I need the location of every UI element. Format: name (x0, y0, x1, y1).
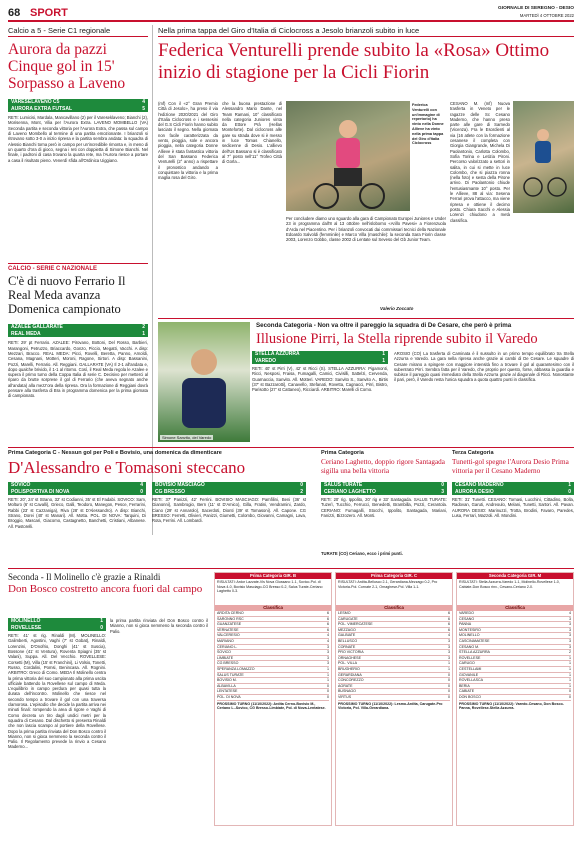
team-points: 3 (569, 622, 571, 627)
article-headline: Illusione Pirri, la Stella riprende subito il Varedo (256, 331, 538, 347)
team-points: 1 (327, 666, 329, 671)
article-body: RETI: 20', 24' st Strano, 32' st Codianni, 35' st El Fadabi. SOVICO: Sam, Molturo (6' st Cavalli), Grieco, Galli, Teodoro, Manegon, Pesce, Ferrarini, Rabbi (23' st Cazzaniga), Riva (28' st D'Alessandro). A disp: Bianchi, Strano, Dorei (40' st Manari). All. Motta. POL. DI NOVA: Tarquini, Di Broggio, Mascari, Giacomo, Castagnetto, Banchetti, Cristiani, Albanese. All. Pastorelli. (8, 497, 146, 529)
team-points: 6 (327, 622, 329, 627)
score-box: MOLINELLO 1 ROVELLESE 0 RETI: 41' st rig. Rinaldi (M). MOLINELLO: Galimberti, Agostini, Vaghi (7' st Gobat), Rinaldi, Lorenzini, D'Onofrio, Donghi (41' st Suscia), Bossone (41' st Ventura), Roventa Spiagni (35' st Valani), Suppa. All. Del Vecchio. ROVELLESE: Corsetti (M), Villa (15' st Franchini), Li Volsio, Tonetti, Russo, Cordalini, Pomsi, Benincasa. All. Rognini. ARBITRO: Greco di Como. MEDA Il Molinello centra la prima vittoria del suo campionato alla prima uscita ufficiale battendo la Rovellese sul campo di Meda. L'equilibrio in campo perdura per quasi tutta la durata dell'incontro. Molinello che riesce nel secondo tempo a trovare il gol con una traversa clamorosa. L'episodio che decide la partita arriva nei minuti finali: rompendo la area di rigore e Vaghi di Como decreta un tiro dagli undici metri per la squadra di Cesano. Dal dischetto si presenta Rinaldi che non lascia scampo al portiere della Rovellese. Dopo la prima partita rinviata del Don Bosco contro il Mianno, non si gioca nemmeno la seconda contro il Palio. Il Regolamento prevede la rinvio a Cesano Maderno... (8, 618, 106, 833)
team-points: 3 (448, 644, 450, 649)
photo-caption: Simone Sanvito, del Varedo (162, 435, 212, 440)
article-headline: Don Bosco costretto ancora fuori dal campo (8, 583, 203, 595)
team-points: 0 (448, 694, 450, 699)
team-name: LESMO (338, 611, 351, 615)
team-name: SALUS TURATE (217, 672, 244, 677)
team-points: 4 (448, 633, 450, 638)
team-name: MEZZAGO (338, 627, 356, 632)
team-name: ROVELLESE (459, 655, 481, 660)
article-body: RETI: 41' st rig. Rinaldi (M). MOLINELLO: Galimberti, Agostini, Vaghi (7' st Gobat), Rinaldi, Lorenzini, D'Onofrio, Donghi (41' st Suscia), Bossone (41' st Ventura), Roventa Spiagni (35' st Valani), Suppa. All. Del Vecchio. ROVELLESE: Corsetti (M), Villa (15' st Franchini), Li Volsio, Tonetti, Russo, Cordalini, Pomsi, Benincasa. All. Rognini. ARBITRO: Greco di Como. MEDA Il Molinello centra la prima vittoria del suo campionato alla prima uscita ufficiale battendo la Rovellese sul campo di Meda. L'equilibrio in campo perdura per quasi tutta la durata dell'incontro. Molinello che riesce nel secondo tempo a trovare il gol con una traversa clamorosa. L'episodio che decide la partita arriva nei minuti finali: rompendo la area di rigore e Vaghi di Como decreta un tiro dagli undici metri per la squadra di Cesano. Dal dischetto si presenta Rinaldi che non lascia scampo al portiere della Rovellese. Dopo la prima partita rinviata del Don Bosco contro il Mianno, non si gioca nemmeno la seconda contro il Palio. Il Regolamento prevede la rinvio a Cesano Maderno... (8, 633, 106, 750)
team-points: 0 (448, 689, 450, 694)
table-results: RISULTATI: Ardor Lazzate-Vis Nova Giussano 1-1, Sovico-Pol. di Nova 4-0, Bovisio Masciago-CG Bresso 0-2, Salus Turate-Ceriano Laghetto 0-3. (217, 580, 323, 594)
table-rows (336, 611, 452, 701)
cyclist-photo-icon (286, 101, 410, 211)
article-headline: Ceriano Laghetto, doppio rigore Santagada sigilla una bella vittoria (321, 458, 445, 475)
team-name: POL. DI NOVA (217, 694, 241, 699)
team-points: 0 (569, 689, 571, 694)
team-name: GUANZATESE (217, 622, 242, 627)
team-name: POL. VILLA (338, 661, 357, 666)
team-name: CABIATE (459, 689, 475, 694)
score-box: STELLA AZZURRA 1 VAREDO 1 RETI: 40' st Pirri (V), 42' st Ricci (S). STELLA AZZURRA: Pigamonti, Ricci, Nesposi, Fraisa, Fumagalli, Camici, Civisilli, Sattelzi, Cervenda, Guarnaccia, Sanvito. All. Motteri. VAREDO: Sanvito S., Sanvito A., Birtis (37' st Bazzarotti), Canavello, Stefanati, Rovetta, Cagnacci, Pirri, Bistro, Parisotto (27' st Cattaneo), Ricciardi. ARBITRO: Marelli di Como. (252, 351, 388, 446)
team-name: MOLINELLO (459, 633, 480, 638)
team-points: 0 (327, 683, 329, 688)
team-points: 1 (569, 661, 571, 666)
game-block: BOVISIO MASCIAGO 0 CG BRESSO 2 RETI: 37' Panizzi, 42' Ferrini. BOVISIO MASCIAGO: Pamfilini, Beni (36' st Gianonni), Sambrogio, Bern (11' st D'Amico), Gilla, Fratini, Vendramini, Zardo, Ciano (29' st Annarolo), Sacerdoti, Dionti (39' st Tomasoni). All. Capone. CG BRESSO: Ferretti, Olivieri, Panizzi, Giumetti, Colombo, Giovanni, Camagni, Lava, Rota, Ferrini. All. Lombardi. (152, 482, 306, 559)
team-name: CARUGATE (338, 616, 358, 621)
team-points: 1 (448, 666, 450, 671)
article-body: la prima partita rinviata del Don Bosco contro il Mianno, non si gioca nemmeno la seconda contro il Palio. (110, 618, 208, 634)
player-photo (158, 322, 250, 442)
team-points: 4 (569, 611, 571, 615)
bottom-left-article (8, 572, 208, 611)
section-name: SPORT (30, 7, 68, 19)
team-points: 0 (448, 683, 450, 688)
table-title: Seconda Categoria GIR. M (457, 573, 573, 579)
team-points: 6 (448, 627, 450, 632)
article-headline: C'è di nuovo Ferrario Il Real Meda avanza Domenica campionato (8, 274, 126, 317)
article-author: Valerio Zoccato (380, 306, 414, 311)
team-name: BUSNAGO (338, 689, 356, 694)
team-points: 6 (327, 616, 329, 621)
team-points: 1 (448, 661, 450, 666)
article-kicker: Nella prima tappa del Giro d'Italia di Ciclocross a Jesolo brianzoli subito in luce (158, 25, 574, 37)
table-results: RISULTATI: Ardita-Bellusco 2-1, Gerardiana-Mezzago 0-2, Pro Victoria-Pol. Cornate 2-1, Ornaghese-Pol. Villa 1-1. (338, 580, 438, 589)
team-name: AGRATE (338, 683, 353, 688)
team-points: 0 (327, 689, 329, 694)
article-body: RETI: 31' Tunetti. CESANO: Tornasi, Lucchini, Cittadino, Bolla, Radovan, Garuti, Andreoulo, Melani, Tunetti, Sartori. All. Pavan. AURORA DESIO: Marinuzzi, Trotta, Brodini, Favaro, Paredes, Lusa, Ferrari, Mazzoli. All. Mondini. (452, 497, 574, 519)
article-kicker: Prima Categoria C - Nessun gol per Poli e Bovisio, una domenica da dimenticare (8, 450, 222, 456)
article-kicker: CALCIO - SERIE C NAZIONALE (8, 263, 148, 272)
team-name: ORNAGHESE (338, 655, 361, 660)
team-points: 3 (448, 655, 450, 660)
article-body: RETI: Lumicisi, Mardala, Mancavillano (2) per il Vareseklaveno; Bianchi (2), Morisenna, Mont, Vilia per l'Aurora Extra. LAVENO MOMBELLO (VA) Seconda partita e seconda vittoria per l'Aurora Extra, che passa sul campo di Laveno Mombello al termine di una partita emozionante. I brianzoli si ritrovano sotto 3-0 a inizio ripresa e la partita sembra andata: la squadra di Alessio Bianchi torna però in campo per un'incredibile rimonta e, in meno di un quarto d'ora di gioco, segna i reti con doppietta di Simone Bianchi. Nel finale, i padroni di casa trovano la quarta rete, ma l'Aurora riesce a portare a casa il risultato pieno. Venerdì sfida all'Ordinica Uiggiano. (8, 115, 148, 163)
article-kicker: Terza Categoria (452, 450, 494, 456)
team-points: 4 (327, 633, 329, 638)
page-header (8, 6, 574, 22)
article-kicker: Calcio a 5 - Serie C1 regionale (8, 25, 148, 37)
team-points: 1 (569, 655, 571, 660)
team-name: GERARDIANA (338, 672, 362, 677)
article-headline: Aurora da pazzi Cinque gol in 15' Sorpasso a Laveno (8, 41, 126, 92)
article-body: (mf) Con il «2° Gran Premio Città di Jesolo», ha preso il via l'edizione 2020/2021 del Giro d'Italia Ciclocross e i sessesini del G.S Cicli Fiorin hanno subito lasciato il segno. Nella giornata non facile caratterizzata da vento, pioggia, sole e ancora pioggia, nella categoria Donne Allieve è stata fantastica vittoria del San Bassano Federica Venturelli (2° anno) a rispettare il pronostico andando a conquistare la vittoria e la prima maglia rosa del Giro. (158, 101, 218, 181)
team-name: SOVICO (217, 650, 231, 655)
team-name: PRO VICTORIA (338, 650, 364, 655)
table-header: Classifica (215, 605, 331, 611)
team-points: 1 (569, 683, 571, 688)
team-name: CESTELLAMI (459, 666, 482, 671)
team-points: 3 (448, 650, 450, 655)
table-title: Prima Categoria GIR. B (215, 573, 331, 579)
article-headline: D'Alessandro e Tomasoni steccano (8, 458, 246, 477)
score-box: VARESELAVENO C5 4 AURORA EXTRA FUTSAL 5 (8, 99, 148, 112)
team-points: 1 (569, 678, 571, 683)
team-points: 6 (327, 627, 329, 632)
team-name: CERIANO L. (217, 644, 238, 649)
table-next: PROSSIMO TURNO (11/10/2022): Varedo-Cesano, Don Bosco-Panna, Rovellese-Stella Azzurra. (459, 701, 564, 711)
team-name: ALBAVILLA (217, 683, 236, 688)
table-next: PROSSIMO TURNO (11/10/2022): Lesmo-Ardita, Carugate-Pro Victoria, Pol. Villa-Gerardiana. (338, 701, 443, 711)
team-name: DON BOSCO (459, 694, 481, 699)
side-photo (513, 101, 574, 213)
table-header: Classifica (457, 605, 573, 611)
team-name: BRUGHERIO (338, 666, 360, 671)
team-points: 1 (569, 666, 571, 671)
table-rows (457, 611, 573, 701)
game-block: SOVICO 4 POLISPORTIVA DI NOVA 0 RETI: 20', 24' st Strano, 32' st Codianni, 35' st El Fadabi. SOVICO: Sam, Molturo (6' st Cavalli), Grieco, Galli, Teodoro, Manegon, Pesce, Ferrarini, Rabbi (23' st Cazzaniga), Riva (28' st D'Alessandro). A disp: Bianchi, Strano, Dorei (40' st Manari). All. Motta. POL. DI NOVA: Tarquini, Di Broggio, Mascari, Giacomo, Castagnetto, Banchetti, Cristiani, Albanese. All. Pastorelli. (8, 482, 146, 559)
team-name: POL. VIMERCATESE (338, 622, 373, 627)
team-points: 3 (569, 633, 571, 638)
team-name: LENTATESE (217, 689, 238, 694)
table-results: RISULTATI: Stella Azzurra-Varedo 1-1, Molinello-Rovellese 1-0, Cabiate-Don Bosco rinv., Cesano-Ceriano 2-0. (459, 580, 560, 589)
article-body: CESANO M. (mf) Nuova trasferta in Veneto per le ragazze delle Sc Cesano Maderno, che hanno preso parte alle gare di Sarnedo (Vicenza). Fra le Esordienti al via (16 atlete con la formazione cesanese il completa con Giorgia Giangrande, Michela Di Paolantonio, Carlotta Colombo, Sofia Torina e Letizia Pironi. Percorso valorizzato a settori in salita, in cui si mette in luce Colombo, che si piazza ronna (nella foto) e sesta della Pirone arrivo. Di Paolantonio chiude l'entusiasmante 10° posto. Per le Allieve, 88 al via: Sesena Ferrari prova l'attacco, ma viene ripresa e ottiene il decimo posto. Chiara Sacchi e Alessia Lorenzi chiudono a metà classifica. (450, 101, 510, 223)
table-next: PROSSIMO TURNO (11/10/2022): Ardita Cerno-Bovisio M., Ceriano L.-Sovico, CG Bresso-Limbiate, Pol. di Nova-Lentatese. (217, 701, 326, 711)
team-name: GIOVANILE (459, 672, 479, 677)
article-body: che la buona prestazione di Alessandro Mario Dante, nel Team Ramani, 10° classificato nella categoria Juniores vinta da Ettore Prà (Hellas Monteforte). Dal ciclocross alle gare su strada dove si è messo in luce Tomas Chianello, sedicenne di Desio. L'allievo dell'Us Bassano si è classificato al 7° posto nell'11° Trofeo Città di Gorla... (222, 101, 282, 165)
article-body: RETI: 37' Panizzi, 42' Ferrini. BOVISIO MASCIAGO: Pamfilini, Beni (36' st Gianonni), Sambrogio, Bern (11' st D'Amico), Gilla, Fratini, Vendramini, Zardo, Ciano (29' st Annarolo), Sacerdoti, Dionti (39' st Tomasoni). All. Capone. CG BRESSO: Ferretti, Olivieri, Panizzi, Giumetti, Colombo, Giovanni, Camagni, Lava, Rota, Ferrini. All. Lombardi. (152, 497, 306, 524)
team-points: 0 (448, 678, 450, 683)
team-name: VERNATESE (217, 627, 239, 632)
team-points: 0 (327, 694, 329, 699)
team-points: 0 (448, 672, 450, 677)
article-note: TURATE (CO) Ceriano, ecco i primi punti. (321, 551, 403, 557)
team-points: 3 (569, 644, 571, 649)
team-name: CESANO (459, 616, 475, 621)
article-headline: Tunetti-gol spegne l'Aurora Desio Prima vittoria per il Cesano Maderno (452, 458, 569, 475)
team-name: CONCOREZZO (338, 678, 364, 683)
article-body: AROSIO (CO) La trasferta di Caminata è il sussulto in un primo tempo equilibrato tra Stella Azzurra e Varedo. La gara nella ripresa anche grazie ai cambi di De Cesare. Le squadre di Cesare mirano a spingere con maggiore intensità fino a trovare il gol al quarantesimo con il subentrato Pirri. Sembra fatta per il Varedo, che proprio per questo, forse, abbassa la guardia e subisce il pareggio quasi immediato della Stella Azzurra grazie al diagonale di Ricci. Nonostante il pari, però, il Varedo resta l'unica squadra a quota quattro punti in classifica. (394, 351, 574, 383)
team-name: VAREDO (459, 611, 474, 615)
issue-date: MARTEDÌ 4 OTTOBRE 2022 (519, 13, 574, 18)
article-body: RETI: 29' pt Ferrario. AZALEE: Pirovano, Bottoni, Del Rosso, Barbieri, Marangoni, Petruzzo, Briaccardo, Gonzo, Piccio, Megatti, Vacchi. A disp: Mezzari, Bracco. REAL MEDA: Picci, Rovelli, Beretta, Panno, Arnoldi, Cesana, Magnani, Motteri, Moroni, Ragone, Sirtori. A disp: Bassanini, Pozzi, Marelli, Ferrario. All. Reggiani. GALLARATE (VA) Il 2-1 all'andata e, dopo qualche brivido, il 1-1 al ritorno. Così, il Real Meda regola le Azalee e supera il primo turno della Coppa Italia di serie C. Decisivo per metterci al riparo da brutte sorprese il gol di Ferrario (che aveva segnato anche all'andata) alla mezz'ora della ripresa. Ora la formazione di Reggiani dovrà pensare alla trasferta di Bra in programma domenica per la prima giornata di campionato. (8, 340, 148, 399)
team-points: 6 (448, 611, 450, 615)
article-body: RETI: 40' st Pirri (V), 42' st Ricci (S). STELLA AZZURRA: Pigamonti, Ricci, Nesposi, Fraisa, Fumagalli, Camici, Civisilli, Sattelzi, Cervenda, Guarnaccia, Sanvito. All. Motteri. VAREDO: Sanvito S., Sanvito A., Birtis (37' st Bazzarotti), Canavello, Stefanati, Rovetta, Cagnacci, Pirri, Bistro, Parisotto (27' st Cattaneo), Ricciardi. ARBITRO: Marelli di Como. (252, 366, 388, 393)
team-points: 3 (327, 655, 329, 660)
team-points: 3 (569, 638, 571, 643)
team-points: 3 (569, 627, 571, 632)
team-points: 1 (569, 672, 571, 677)
team-points: 4 (327, 638, 329, 643)
team-name: LIMBIATE (217, 655, 234, 660)
team-name: GALBIATE (338, 633, 356, 638)
team-points: 1 (327, 672, 329, 677)
team-name: SPERANZA LOMAZZO (217, 666, 255, 671)
team-name: CASCINAMATESE (459, 638, 490, 643)
standings-table (214, 572, 332, 826)
game-block: CESANO MADERNO 1 AURORA DESIO 0 RETI: 31' Tunetti. CESANO: Tornasi, Lucchini, Cittadino, Bolla, Radovan, Garuti, Andreoulo, Melani, Tunetti, Sartori. All. Pavan. AURORA DESIO: Marinuzzi, Trotta, Brodini, Favaro, Paredes, Lusa, Ferrari, Mazzoli. All. Mondini. (452, 482, 574, 559)
team-points: 6 (448, 616, 450, 621)
team-name: STELLA AZZURRA (459, 650, 490, 655)
article-body: RETI: 20' rig. Ippolito, 20' rig e 33' Santagada. SALUS TURATE: Tuzerì, Tucchio, Ferrucci, Benedetti, Brambilla, Pozzi, Cerantola. CERIANO: Fumagalli, Stocchi, Ippolito, Santagada, Mariani, Fanizzi, Bizzozero. All. Monti. (321, 497, 447, 519)
team-points: 3 (327, 661, 329, 666)
team-name: MARIANO (217, 638, 234, 643)
team-points: 2 (569, 650, 571, 655)
team-name: VIRTUS (338, 694, 352, 699)
main-article (158, 25, 574, 86)
article-kicker: Seconda Categoria - Non va oltre il pareggio la squadra di De Cesare, che però è prima (256, 322, 512, 329)
page-number: 68 (8, 7, 21, 19)
team-name: BERIA (459, 683, 470, 688)
team-points: 6 (327, 611, 329, 615)
main-photo (286, 101, 410, 211)
article-kicker: Seconda - Il Molinello c'è grazie a Rinaldi (8, 572, 161, 582)
team-name: BOVISIO M. (217, 678, 237, 683)
team-points: 3 (448, 638, 450, 643)
standings-table (456, 572, 574, 826)
article-kicker: Prima Categoria (321, 450, 364, 456)
team-points: 3 (327, 650, 329, 655)
team-name: CORNATE (338, 644, 356, 649)
team-points: 3 (569, 616, 571, 621)
team-name: BELLUSCO (338, 638, 358, 643)
team-name: ARDITA CERNO (217, 611, 244, 615)
photo-caption: Federica Venturelli con un'immagine di repertorio) ha vinto nella Donne Allieve ha vinto nella prima tappa del Giro d'Italia Ciclocross (412, 103, 444, 146)
standings-table (335, 572, 453, 826)
team-name: CARUGO (459, 661, 475, 666)
team-points: 1 (327, 678, 329, 683)
game-block: SALUS TURATE 0 CERIANO LAGHETTO 3 RETI: 20' rig. Ippolito, 20' rig e 33' Santagada. SALUS TURATE: Tuzerì, Tucchio, Ferrucci, Benedetti, Brambilla, Pozzi, Cerantola. CERIANO: Fumagalli, Stocchi, Ippolito, Santagada, Mariani, Fanizzi, Bizzozero. All. Monti. TURATE (CO) Ceriano, ecco i primi punti. (321, 482, 447, 557)
score-box: AZALEE GALLARATE 2 REAL MEDA 1 (8, 324, 148, 337)
table-header: Classifica (336, 605, 452, 611)
team-name: SARONNO RSC (217, 616, 244, 621)
team-name: CESANO M. (459, 644, 480, 649)
team-points: 3 (327, 644, 329, 649)
newspaper-name: GIORNALE DI SEREGNO - DESIO (498, 6, 574, 11)
player-photo-icon (158, 322, 250, 442)
team-name: PANNA (459, 622, 472, 627)
team-name: CG BRESSO (217, 661, 239, 666)
article-headline: Federica Venturelli prende subito la «Rosa» Ottimo inizio di stagione per la Cicli Fiorin (158, 40, 550, 83)
table-title: Prima Categoria GIR. C (336, 573, 452, 579)
team-name: ROVELLASCA (459, 678, 483, 683)
cyclist-photo-icon (513, 101, 574, 213)
team-points: 0 (569, 694, 571, 699)
team-name: VALCERESIO (217, 633, 240, 638)
table-rows (215, 611, 331, 701)
team-points: 6 (448, 622, 450, 627)
team-name: MONTESIRO (459, 627, 481, 632)
article-body: Per concludere diamo uno sguardo alla gara di Campionato Europei Juniores e Under 23 in programma dall'8 al 13 ottobre nell'isloborno «Arillo Pavesi» a Fiorenzuola d'Arda nel Piacentino. Per i brianzoli convocati dai commissari tecnici della Nazionale Edoardo Salvoldi (femminile) e Marco Villa (maschile): la seconda Sara Fiorin classe 2003, Lorenzo Gobbo, classe 2002 di Lentate sul Seveso del Gb Junior Team. (286, 216, 446, 243)
